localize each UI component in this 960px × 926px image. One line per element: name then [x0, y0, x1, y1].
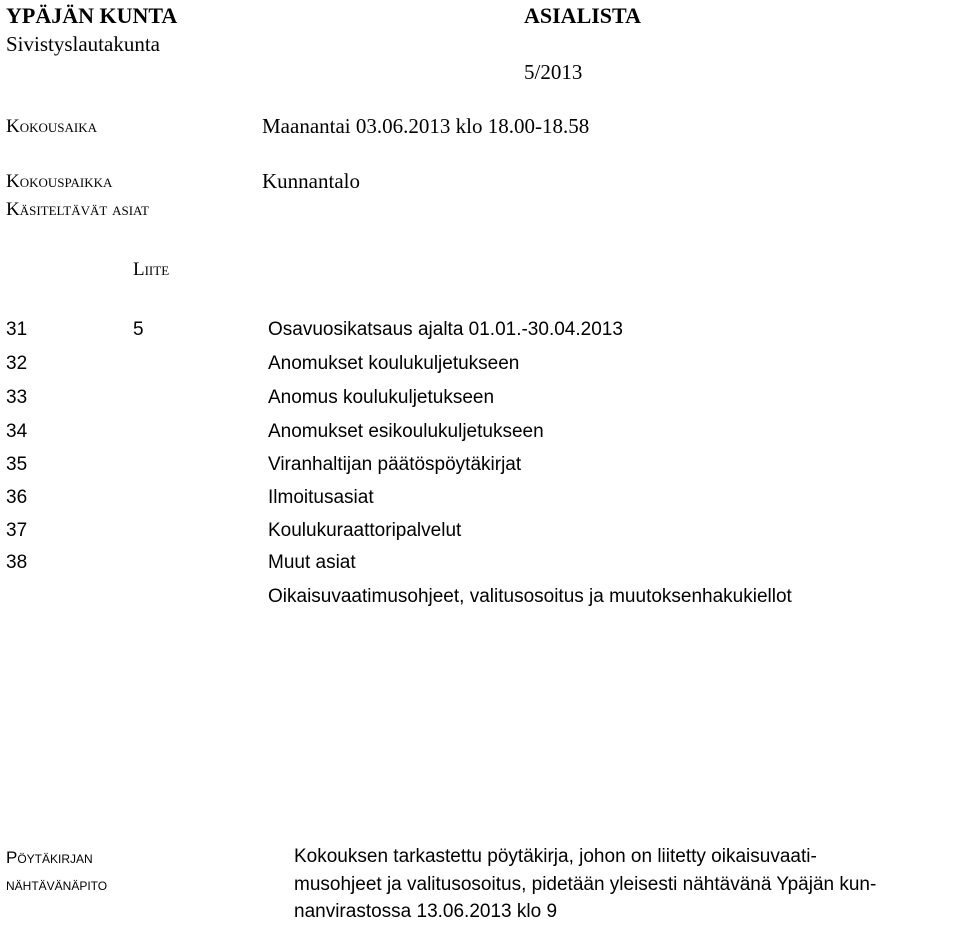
minutes-display-label-line2: nähtävänäpito [6, 875, 108, 894]
document-type: ASIALISTA [524, 3, 641, 28]
minutes-display-text-line3: nanvirastossa 13.06.2013 klo 9 [294, 901, 558, 922]
meeting-time-label: Kokousaika [6, 116, 97, 137]
agenda-title: Muut asiat [268, 552, 356, 573]
meeting-time-value: Maanantai 03.06.2013 klo 18.00-18.58 [262, 114, 590, 138]
agenda-number: 37 [6, 520, 28, 541]
meeting-place-value: Kunnantalo [262, 169, 360, 193]
agenda-title: Oikaisuvaatimusohjeet, valitusosoitus ja muutoksenhakukiellot [268, 586, 792, 607]
agenda-number: 31 [6, 319, 28, 340]
agenda-title: Anomus koulukuljetukseen [268, 387, 495, 408]
minutes-display-text-line2: musohjeet ja valitusosoitus, pidetään yleisesti nähtävänä Ypäjän kun- [294, 874, 877, 895]
agenda-attachment: 5 [133, 319, 144, 340]
organization-name: YPÄJÄN KUNTA [6, 3, 178, 28]
agenda-title: Koulukuraattoripalvelut [268, 520, 462, 541]
agenda-title: Anomukset esikoulukuljetukseen [268, 421, 544, 442]
agenda-number: 35 [6, 454, 28, 475]
agenda-number: 34 [6, 421, 28, 442]
agenda-number: 32 [6, 353, 28, 374]
agenda-title: Viranhaltijan päätöspöytäkirjat [268, 454, 522, 475]
attachment-column-label: Liite [133, 259, 170, 280]
minutes-display-label-line1: Pöytäkirjan [6, 848, 93, 867]
agenda-title: Anomukset koulukuljetukseen [268, 353, 520, 374]
agenda-number: 33 [6, 387, 28, 408]
minutes-display-text-line1: Kokouksen tarkastettu pöytäkirja, johon on liitetty oikaisuvaati- [294, 846, 817, 867]
meeting-place-label: Kokouspaikka [6, 171, 113, 192]
department-name: Sivistyslautakunta [6, 32, 160, 56]
document-number: 5/2013 [524, 60, 583, 84]
agenda-items-label: Käsiteltävät asiat [6, 199, 149, 220]
agenda-title: Ilmoitusasiat [268, 487, 374, 508]
agenda-title: Osavuosikatsaus ajalta 01.01.-30.04.2013 [268, 319, 623, 340]
agenda-number: 38 [6, 552, 28, 573]
agenda-number: 36 [6, 487, 28, 508]
